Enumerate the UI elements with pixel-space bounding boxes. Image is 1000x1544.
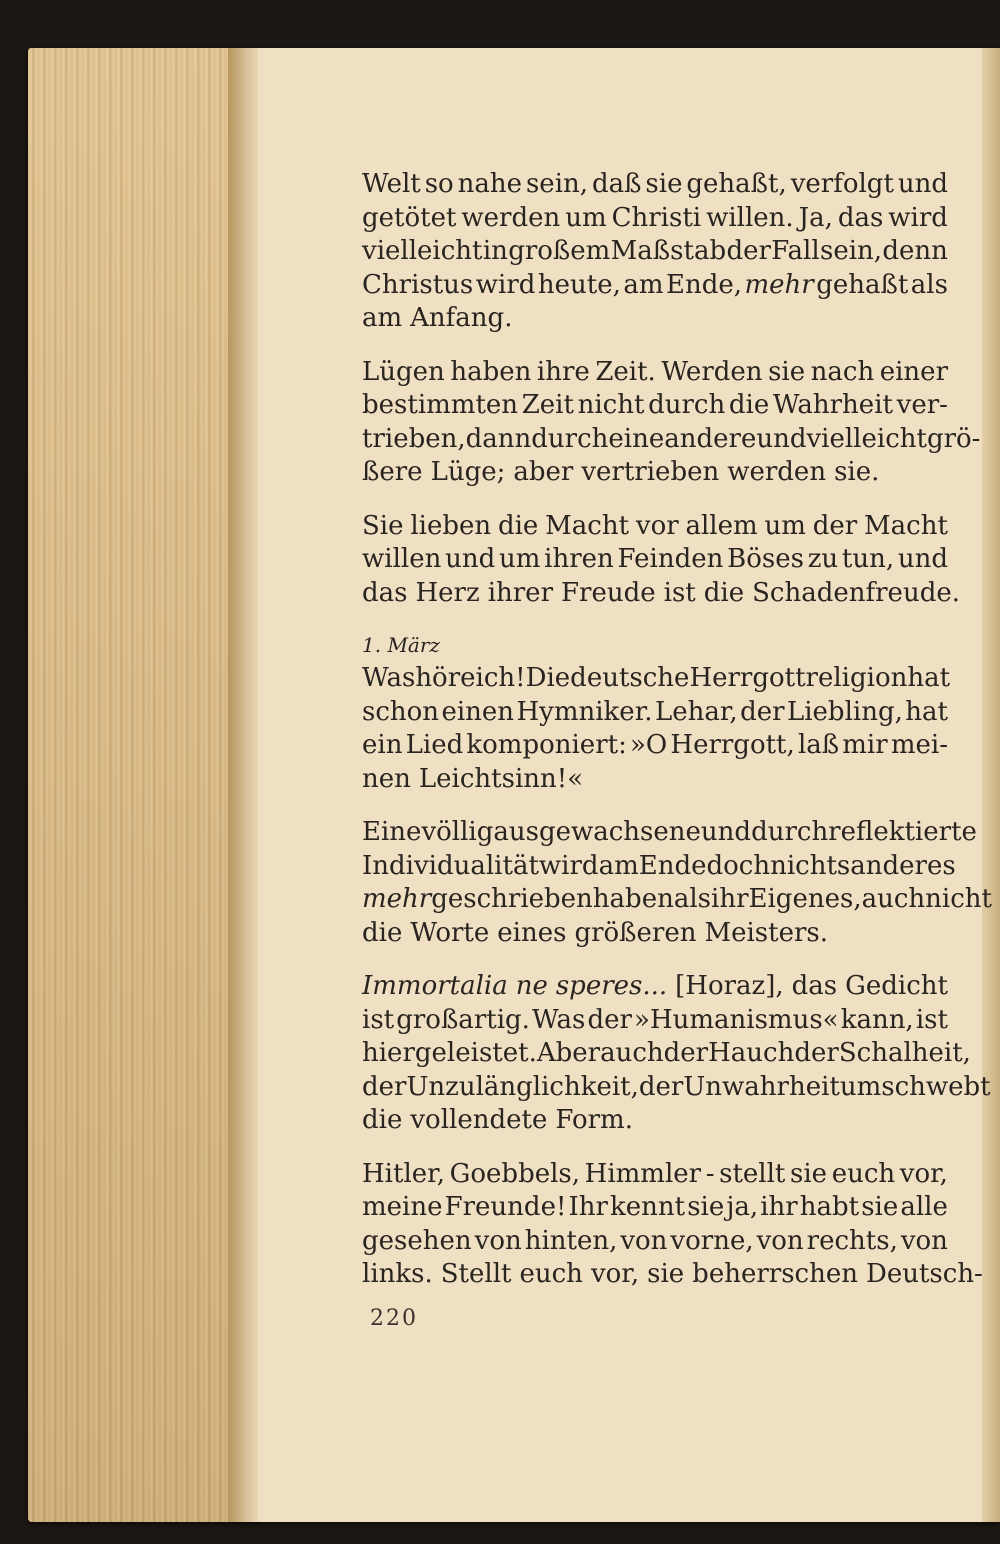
paragraph (362, 510, 960, 611)
text-line: das Herz ihrer Freude ist die Schadenfreude. (362, 577, 960, 608)
text-line: Lügen haben ihre Zeit. Werden sie nach einer (362, 356, 948, 387)
text-line: die vollendete Form. (362, 1105, 633, 1135)
text-line: die Worte eines größeren Meisters. (362, 917, 829, 948)
paragraph (362, 970, 991, 1138)
text-line: meine Freunde! Ihr kennt sie ja, ihr habt sie alle (362, 1192, 948, 1222)
text-line: Welt so nahe sein, daß sie gehaßt, verfolgt und (362, 169, 948, 199)
paragraph (362, 168, 948, 336)
text-line: ein Lied komponiert: »O Herrgott, laß mir mei- (362, 730, 948, 760)
text-line: mehr geschrieben haben als ihr Eigenes, auch nicht (362, 884, 992, 914)
paragraph (362, 1158, 983, 1292)
text-line: Eine völlig ausgewachsene und durchreflektierte (362, 817, 977, 847)
paragraph (362, 816, 992, 950)
text-line: trieben, dann durch eine andere und vielleicht grö- (362, 423, 981, 454)
text-line: willen und um ihren Feinden Böses zu tun, und (362, 544, 948, 574)
text-line: Christus wird heute, am Ende, mehr gehaßt als (362, 269, 948, 300)
page-number: 220 (370, 1306, 418, 1331)
paragraph (362, 356, 981, 490)
paragraph (362, 630, 951, 796)
page-edges (28, 48, 228, 1522)
text-line: Sie lieben die Macht vor allem um der Macht (362, 510, 948, 541)
text-line: nen Leichtsinn!« (362, 763, 584, 794)
text-line: hier geleistet. Aber auch der Hauch der Schalheit, (362, 1038, 971, 1068)
text-line: vielleicht in großem Maßstab der Fall sein, denn (362, 236, 948, 266)
text-line: Was höre ich! Die deutsche Herrgottreligion hat (362, 663, 951, 693)
right-page-edge (982, 48, 1000, 1522)
text-line: Hitler, Goebbels, Himmler - stellt sie euch vor, (362, 1158, 948, 1189)
text-line: ßere Lüge; aber vertrieben werden sie. (362, 457, 880, 487)
date-heading: 1. März (362, 633, 440, 657)
gutter (228, 48, 258, 1522)
text-line: der Unzulänglichkeit, der Unwahrheit umschwebt (362, 1071, 991, 1102)
text-line: am Anfang. (362, 303, 513, 333)
text-line: schon einen Hymniker. Lehar, der Liebling, hat (362, 696, 948, 727)
text-line: ist großartig. Was der »Humanismus« kann, ist (362, 1004, 948, 1035)
page-text (362, 168, 992, 1312)
text-line: Individualität wird am Ende doch nichts anderes (362, 850, 956, 881)
text-line: links. Stellt euch vor, sie beherrschen Deutsch- (362, 1259, 983, 1289)
text-line: Immortalia ne speres... [Horaz], das Gedicht (362, 971, 948, 1001)
text-line: gesehen von hinten, von vorne, von rechts, von (362, 1225, 948, 1256)
text-line: getötet werden um Christi willen. Ja, das wird (362, 202, 948, 233)
text-line: bestimmten Zeit nicht durch die Wahrheit ver- (362, 390, 948, 420)
